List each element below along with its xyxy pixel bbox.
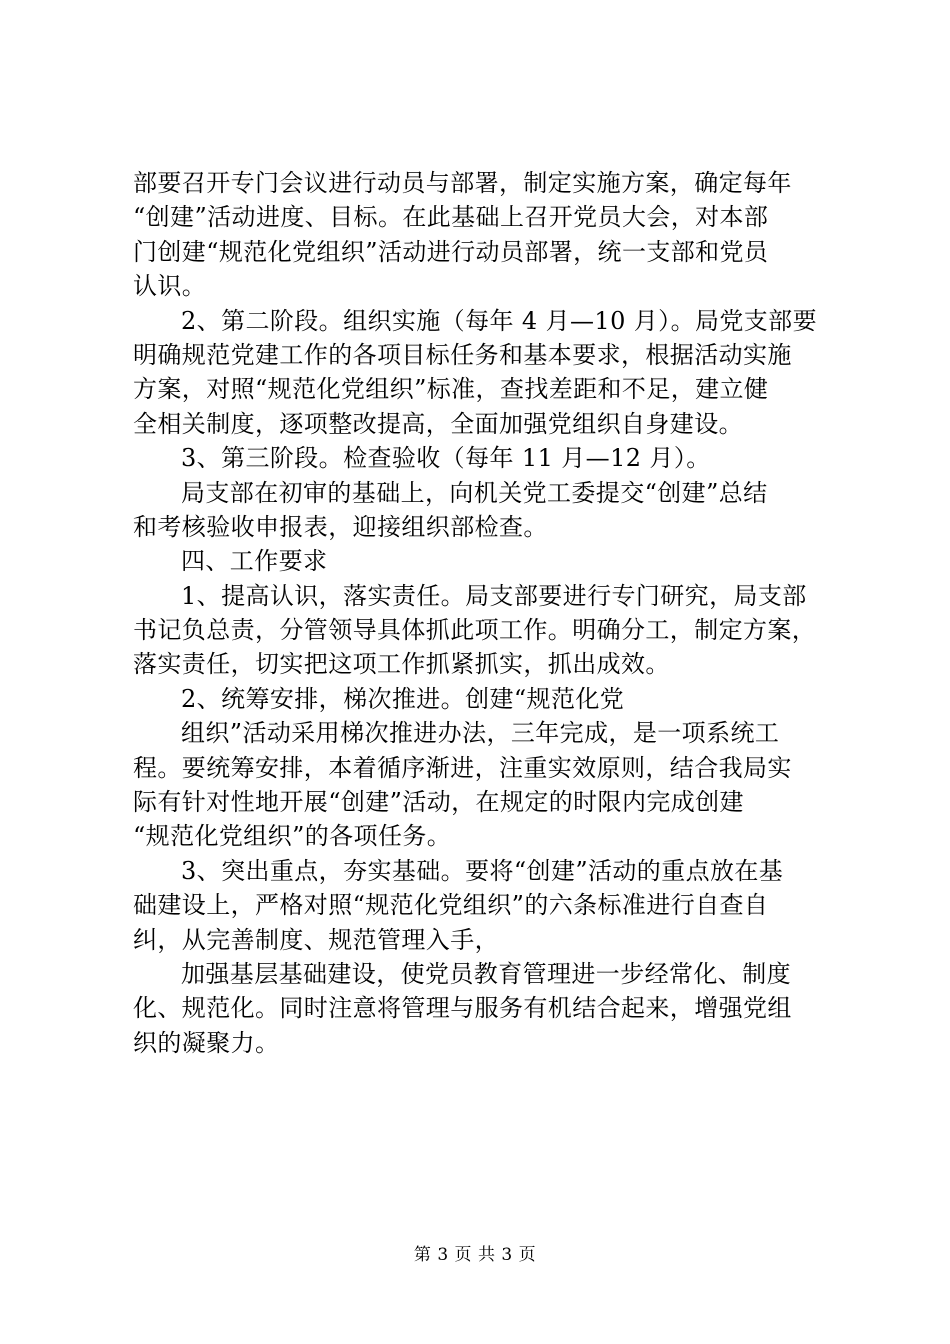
text-line: 和考核验收申报表，迎接组织部检查。: [133, 512, 548, 541]
text-line: 书记负总责，分管领导具体抓此项工作。明确分工，制定方案，: [133, 616, 817, 645]
text-line: 认识。: [133, 272, 207, 301]
text-line: 化、规范化。同时注意将管理与服务有机结合起来，增强党组: [133, 994, 792, 1023]
text-line: 3、第三阶段。检查验收（每年 11 月—12 月）。: [181, 444, 711, 473]
text-line: 程。要统筹安排，本着循序渐进，注重实效原则，结合我局实: [133, 753, 792, 782]
text-line: 3、突出重点，夯实基础。要将“创建”活动的重点放在基: [181, 856, 784, 885]
text-line: 落实责任，切实把这项工作抓紧抓实，抓出成效。: [133, 650, 670, 679]
text-line: 四、工作要求: [181, 547, 328, 576]
text-line: 2、统筹安排，梯次推进。创建“规范化党: [181, 684, 625, 713]
text-line: 门创建“规范化党组织”活动进行动员部署，统一支部和党员: [133, 237, 769, 266]
text-line: 部要召开专门会议进行动员与部署，制定实施方案，确定每年: [133, 169, 792, 197]
text-line: 2、第二阶段。组织实施（每年 4 月—10 月）。局党支部要: [181, 306, 817, 335]
page-footer: 第 3 页 共 3 页: [413, 1245, 537, 1265]
text-line: 组织”活动采用梯次推进办法，三年完成，是一项系统工: [181, 719, 780, 748]
text-line: “规范化党组织”的各项任务。: [133, 822, 452, 851]
text-line: 方案，对照“规范化党组织”标准，查找差距和不足，建立健: [133, 375, 769, 404]
text-line: 局支部在初审的基础上，向机关党工委提交“创建”总结: [181, 478, 768, 507]
document-body: [133, 166, 833, 1060]
text-line: 1、提高认识，落实责任。局支部要进行专门研究，局支部: [181, 581, 807, 610]
text-line: 加强基层基础建设，使党员教育管理进一步经常化、制度: [181, 959, 791, 988]
text-line: “创建”活动进度、目标。在此基础上召开党员大会，对本部: [133, 203, 769, 232]
text-line: 织的凝聚力。: [133, 1028, 280, 1057]
text-line: 纠，从完善制度、规范管理入手，: [133, 925, 499, 954]
text-line: 础建设上，严格对照“规范化党组织”的六条标准进行自查自: [133, 891, 769, 920]
text-line: 明确规范党建工作的各项目标任务和基本要求，根据活动实施: [133, 340, 792, 369]
text-line: 全相关制度，逐项整改提高，全面加强党组织自身建设。: [133, 409, 743, 438]
text-line: 际有针对性地开展“创建”活动，在规定的时限内完成创建: [133, 788, 744, 817]
